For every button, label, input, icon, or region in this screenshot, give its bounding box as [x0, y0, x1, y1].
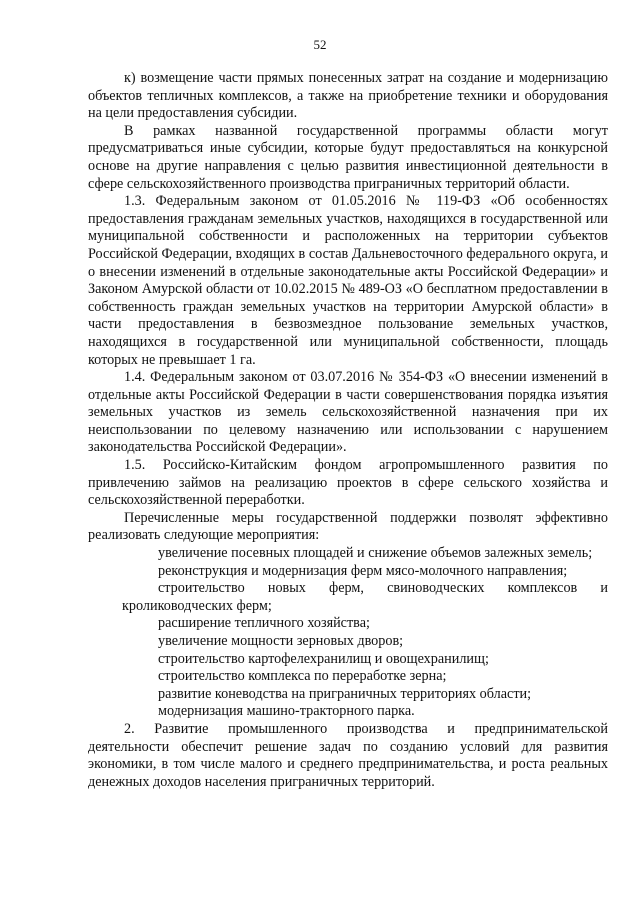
list-item: увеличение мощности зерновых дворов;: [158, 633, 404, 649]
paragraph-1-5: 1.5. Российско-Китайским фондом агропромышленного развития по привлечению займов на реализацию проектов в сфере сельского хозяйства и сельскохозяйственной переработки.: [88, 457, 608, 509]
paragraph-2: 2. Развитие промышленного производства и предпринимательской деятельности обеспечит решение задач по созданию условий для развития экономики, в том числе малого и среднего предпринимательства, и роста реальных денежных доходов населения приграничных территорий.: [88, 720, 608, 790]
paragraph-other-subsidies: В рамках названной государственной программы области могут предусматриваться иные субсидии, которые будут предоставляться на конкурсной основе на другие направления с целью развития инвестиционной деятельности в сфере сельскохозяйственного производства приграничных территорий области.: [88, 122, 608, 192]
list-item: строительство картофелехранилищ и овощехранилищ;: [158, 650, 489, 667]
list-item: строительство комплекса по переработке зерна;: [158, 668, 447, 685]
paragraph-measures-intro: Перечисленные меры государственной поддержки позволят эффективно реализовать следующие мероприятия:: [88, 509, 608, 544]
list-item: реконструкция и модернизация ферм мясо-молочного направления;: [158, 562, 568, 579]
list-item: модернизация машино-тракторного парка.: [158, 703, 415, 720]
measures-list: [88, 545, 608, 721]
list-item: увеличение посевных площадей и снижение объемов залежных земель;: [158, 545, 593, 562]
paragraph-1-4: 1.4. Федеральным законом от 03.07.2016 № 354-ФЗ «О внесении изменений в отдельные акты Российской Федерации в части совершенствования порядка изъятия земельных участков из земель сельскохозяйственной назначения при их неиспользовании по целевому назначению или использовании с нарушением законодательства Российской Федерации».: [88, 369, 608, 456]
list-item: развитие коневодства на приграничных территориях области;: [158, 685, 532, 702]
page-number: 52: [313, 37, 327, 52]
paragraph-1-3: 1.3. Федеральным законом от 01.05.2016 № 119-ФЗ «Об особенностях предоставления гражданам земельных участков, находящихся в государственной или муниципальной собственности и расположенных на территории субъектов Российской Федерации, входящих в состав Дальневосточного федерального округа, и о внесении изменений в отдельные законодательные акты Российской Федерации» и Законом Амурской области от 10.02.2015 № 489-ОЗ «О бесплатном предоставлении в собственность граждан земельных участков на территории Амурской области» в части предоставления в безвозмездное пользование земельных участков, находящихся в государственной или муниципальной собственности, площадь которых не превышает 1 га.: [88, 193, 608, 368]
document-body: [88, 70, 608, 791]
list-item: расширение тепличного хозяйства;: [158, 615, 370, 632]
list-item: строительство новых ферм, свиноводческих комплексов и кролиководческих ферм;: [122, 580, 608, 614]
paragraph-subsidy-k: к) возмещение части прямых понесенных затрат на создание и модернизацию объектов тепличных комплексов, а также на приобретение техники и оборудования на цели предоставления субсидии.: [88, 70, 608, 122]
